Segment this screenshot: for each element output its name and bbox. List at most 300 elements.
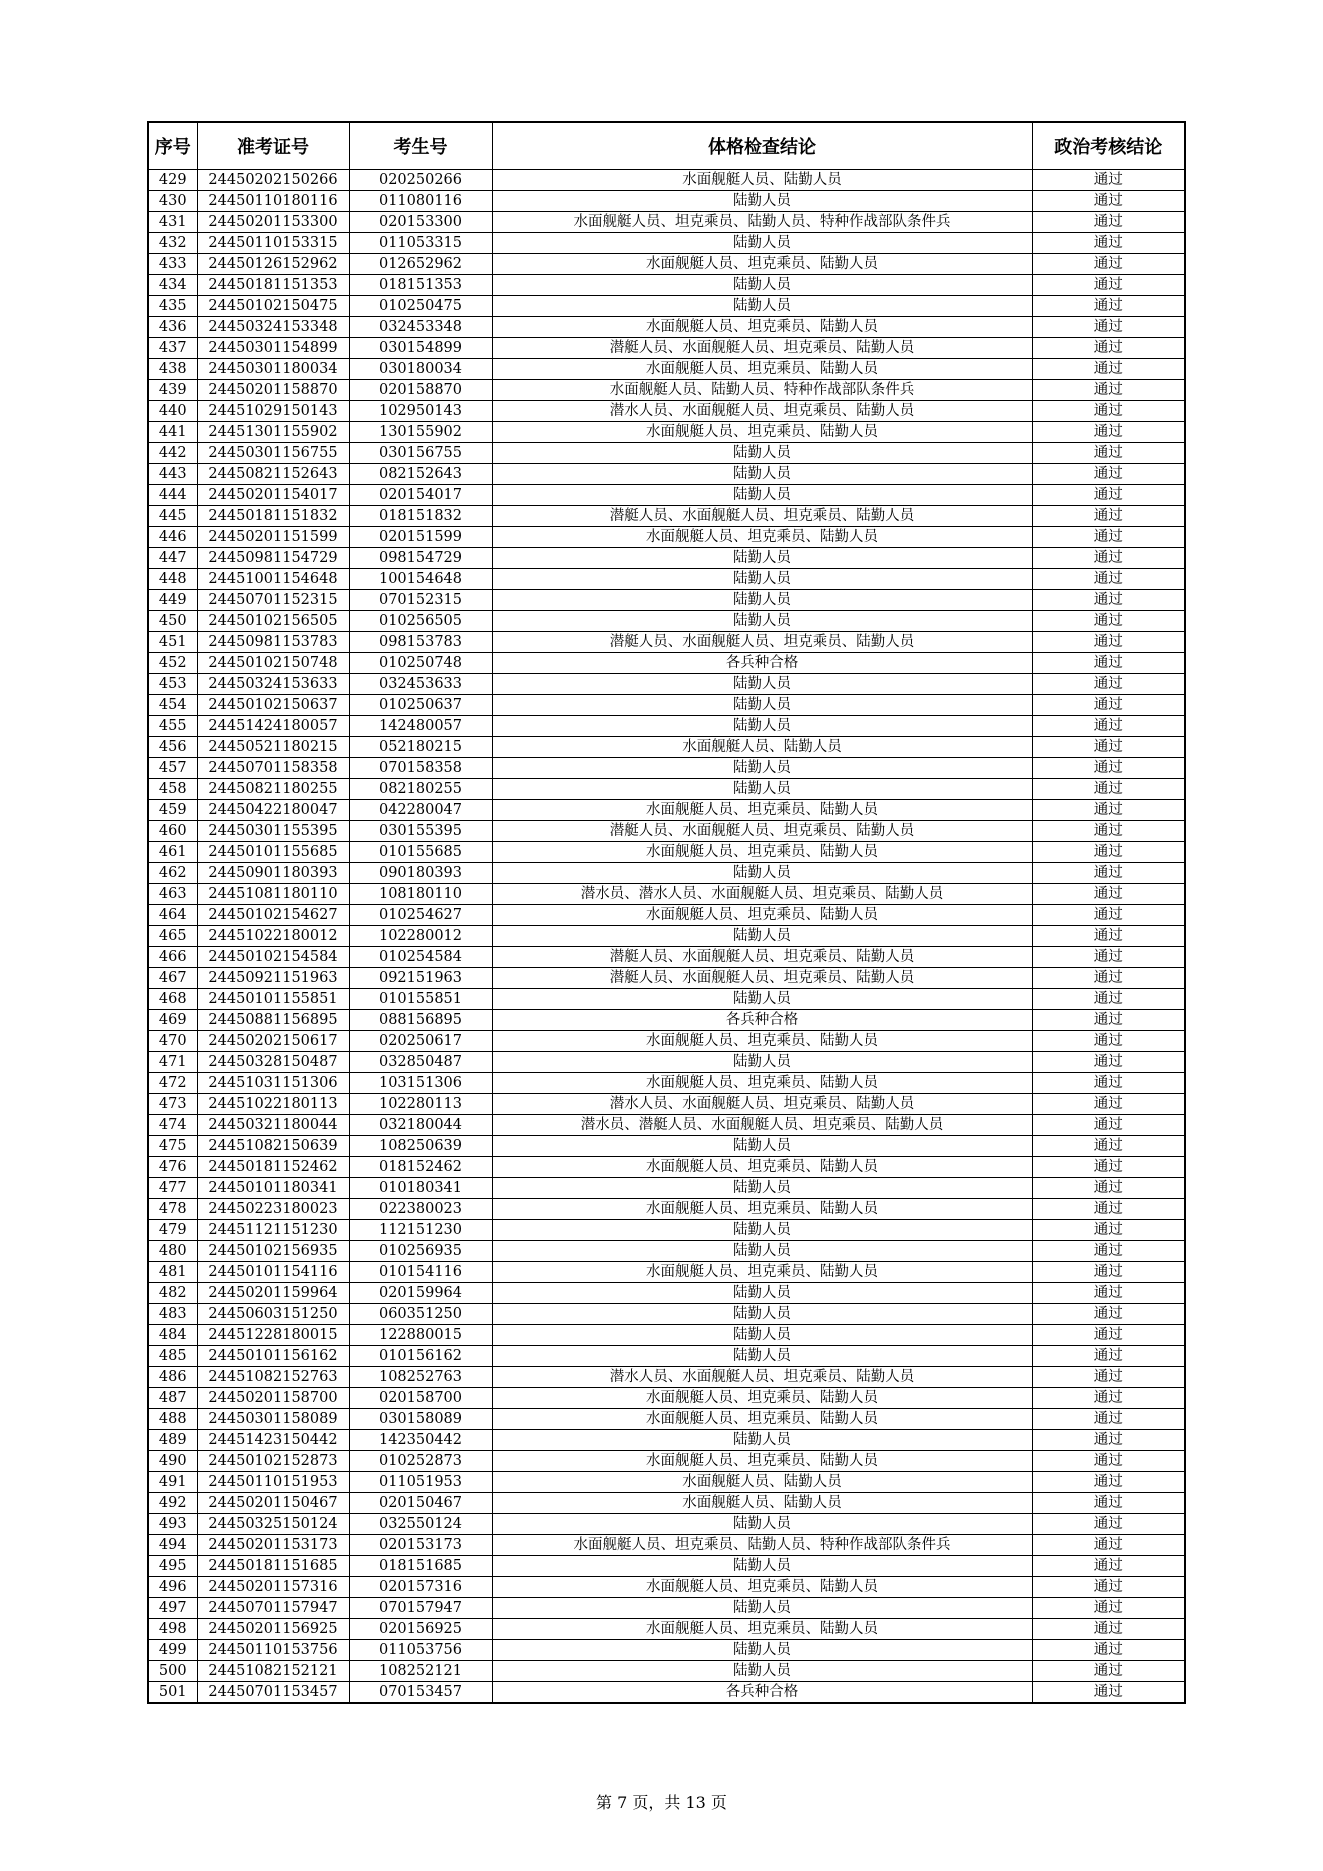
cell-political-review-result: 通过 xyxy=(1032,674,1185,695)
cell-political-review-result: 通过 xyxy=(1032,233,1185,254)
cell-serial-number: 467 xyxy=(148,968,197,989)
cell-serial-number: 445 xyxy=(148,506,197,527)
cell-candidate-number: 010252873 xyxy=(349,1451,492,1472)
cell-political-review-result: 通过 xyxy=(1032,1598,1185,1619)
cell-physical-exam-result: 水面舰艇人员、陆勤人员 xyxy=(492,1493,1032,1514)
cell-political-review-result: 通过 xyxy=(1032,821,1185,842)
cell-physical-exam-result: 水面舰艇人员、坦克乘员、陆勤人员 xyxy=(492,1199,1032,1220)
cell-serial-number: 481 xyxy=(148,1262,197,1283)
cell-admission-ticket-number: 24450321180044 xyxy=(197,1115,349,1136)
cell-serial-number: 482 xyxy=(148,1283,197,1304)
cell-admission-ticket-number: 24451081180110 xyxy=(197,884,349,905)
cell-admission-ticket-number: 24450102156935 xyxy=(197,1241,349,1262)
cell-physical-exam-result: 陆勤人员 xyxy=(492,1136,1032,1157)
table-row xyxy=(148,1640,1185,1661)
cell-candidate-number: 020150467 xyxy=(349,1493,492,1514)
cell-physical-exam-result: 水面舰艇人员、坦克乘员、陆勤人员 xyxy=(492,1031,1032,1052)
cell-candidate-number: 102950143 xyxy=(349,401,492,422)
table-row xyxy=(148,317,1185,338)
cell-political-review-result: 通过 xyxy=(1032,968,1185,989)
cell-candidate-number: 070152315 xyxy=(349,590,492,611)
cell-admission-ticket-number: 24450110180116 xyxy=(197,191,349,212)
cell-admission-ticket-number: 24450325150124 xyxy=(197,1514,349,1535)
cell-admission-ticket-number: 24450301180034 xyxy=(197,359,349,380)
cell-political-review-result: 通过 xyxy=(1032,338,1185,359)
cell-serial-number: 436 xyxy=(148,317,197,338)
table-row xyxy=(148,380,1185,401)
cell-candidate-number: 032180044 xyxy=(349,1115,492,1136)
cell-serial-number: 470 xyxy=(148,1031,197,1052)
cell-physical-exam-result: 陆勤人员 xyxy=(492,548,1032,569)
cell-candidate-number: 020153173 xyxy=(349,1535,492,1556)
cell-candidate-number: 010254584 xyxy=(349,947,492,968)
cell-political-review-result: 通过 xyxy=(1032,1031,1185,1052)
cell-serial-number: 465 xyxy=(148,926,197,947)
cell-political-review-result: 通过 xyxy=(1032,1661,1185,1682)
table-row xyxy=(148,191,1185,212)
cell-candidate-number: 020156925 xyxy=(349,1619,492,1640)
cell-physical-exam-result: 陆勤人员 xyxy=(492,695,1032,716)
cell-physical-exam-result: 水面舰艇人员、坦克乘员、陆勤人员 xyxy=(492,905,1032,926)
cell-political-review-result: 通过 xyxy=(1032,947,1185,968)
cell-physical-exam-result: 水面舰艇人员、坦克乘员、陆勤人员 xyxy=(492,1073,1032,1094)
cell-candidate-number: 011080116 xyxy=(349,191,492,212)
cell-candidate-number: 010155851 xyxy=(349,989,492,1010)
cell-admission-ticket-number: 24450101155685 xyxy=(197,842,349,863)
cell-candidate-number: 112151230 xyxy=(349,1220,492,1241)
cell-political-review-result: 通过 xyxy=(1032,1262,1185,1283)
cell-serial-number: 486 xyxy=(148,1367,197,1388)
cell-admission-ticket-number: 24450201153300 xyxy=(197,212,349,233)
cell-candidate-number: 010256505 xyxy=(349,611,492,632)
cell-candidate-number: 092151963 xyxy=(349,968,492,989)
cell-physical-exam-result: 各兵种合格 xyxy=(492,1010,1032,1031)
table-row xyxy=(148,1388,1185,1409)
cell-political-review-result: 通过 xyxy=(1032,1682,1185,1704)
cell-admission-ticket-number: 24450101155851 xyxy=(197,989,349,1010)
cell-admission-ticket-number: 24450102150475 xyxy=(197,296,349,317)
cell-serial-number: 491 xyxy=(148,1472,197,1493)
cell-admission-ticket-number: 24450102152873 xyxy=(197,1451,349,1472)
cell-admission-ticket-number: 24450701158358 xyxy=(197,758,349,779)
cell-physical-exam-result: 陆勤人员 xyxy=(492,485,1032,506)
table-row xyxy=(148,590,1185,611)
cell-admission-ticket-number: 24450324153348 xyxy=(197,317,349,338)
cell-political-review-result: 通过 xyxy=(1032,800,1185,821)
cell-candidate-number: 020158700 xyxy=(349,1388,492,1409)
cell-serial-number: 443 xyxy=(148,464,197,485)
cell-admission-ticket-number: 24450701157947 xyxy=(197,1598,349,1619)
cell-physical-exam-result: 陆勤人员 xyxy=(492,1220,1032,1241)
cell-serial-number: 430 xyxy=(148,191,197,212)
cell-political-review-result: 通过 xyxy=(1032,569,1185,590)
cell-serial-number: 472 xyxy=(148,1073,197,1094)
cell-serial-number: 495 xyxy=(148,1556,197,1577)
cell-serial-number: 458 xyxy=(148,779,197,800)
cell-serial-number: 429 xyxy=(148,170,197,191)
cell-physical-exam-result: 水面舰艇人员、陆勤人员 xyxy=(492,737,1032,758)
cell-serial-number: 477 xyxy=(148,1178,197,1199)
cell-political-review-result: 通过 xyxy=(1032,1094,1185,1115)
cell-physical-exam-result: 陆勤人员 xyxy=(492,191,1032,212)
cell-candidate-number: 010180341 xyxy=(349,1178,492,1199)
cell-admission-ticket-number: 24450181152462 xyxy=(197,1157,349,1178)
cell-candidate-number: 098154729 xyxy=(349,548,492,569)
cell-political-review-result: 通过 xyxy=(1032,863,1185,884)
cell-political-review-result: 通过 xyxy=(1032,1619,1185,1640)
cell-serial-number: 447 xyxy=(148,548,197,569)
table-row xyxy=(148,884,1185,905)
cell-candidate-number: 012652962 xyxy=(349,254,492,275)
table-row xyxy=(148,1094,1185,1115)
cell-political-review-result: 通过 xyxy=(1032,254,1185,275)
cell-candidate-number: 020154017 xyxy=(349,485,492,506)
cell-admission-ticket-number: 24450201158870 xyxy=(197,380,349,401)
header-serial-number: 序号 xyxy=(148,122,197,170)
cell-candidate-number: 142350442 xyxy=(349,1430,492,1451)
cell-physical-exam-result: 陆勤人员 xyxy=(492,758,1032,779)
table-row xyxy=(148,653,1185,674)
cell-political-review-result: 通过 xyxy=(1032,422,1185,443)
cell-political-review-result: 通过 xyxy=(1032,1073,1185,1094)
table-body xyxy=(148,170,1185,1704)
cell-political-review-result: 通过 xyxy=(1032,1115,1185,1136)
table-row xyxy=(148,1472,1185,1493)
cell-admission-ticket-number: 24450181151685 xyxy=(197,1556,349,1577)
cell-physical-exam-result: 陆勤人员 xyxy=(492,233,1032,254)
table-row xyxy=(148,926,1185,947)
cell-admission-ticket-number: 24450881156895 xyxy=(197,1010,349,1031)
table-row xyxy=(148,1430,1185,1451)
cell-candidate-number: 030154899 xyxy=(349,338,492,359)
cell-political-review-result: 通过 xyxy=(1032,1283,1185,1304)
cell-admission-ticket-number: 24450126152962 xyxy=(197,254,349,275)
cell-admission-ticket-number: 24450102154584 xyxy=(197,947,349,968)
cell-serial-number: 431 xyxy=(148,212,197,233)
cell-serial-number: 478 xyxy=(148,1199,197,1220)
cell-political-review-result: 通过 xyxy=(1032,1136,1185,1157)
cell-physical-exam-result: 水面舰艇人员、陆勤人员 xyxy=(492,170,1032,191)
cell-political-review-result: 通过 xyxy=(1032,212,1185,233)
table-row xyxy=(148,212,1185,233)
cell-physical-exam-result: 水面舰艇人员、坦克乘员、陆勤人员 xyxy=(492,527,1032,548)
table-row xyxy=(148,1199,1185,1220)
cell-political-review-result: 通过 xyxy=(1032,716,1185,737)
cell-admission-ticket-number: 24450223180023 xyxy=(197,1199,349,1220)
results-table xyxy=(147,121,1186,1704)
cell-serial-number: 468 xyxy=(148,989,197,1010)
cell-political-review-result: 通过 xyxy=(1032,1535,1185,1556)
table-row xyxy=(148,1682,1185,1704)
cell-serial-number: 439 xyxy=(148,380,197,401)
cell-serial-number: 444 xyxy=(148,485,197,506)
cell-candidate-number: 020158870 xyxy=(349,380,492,401)
cell-candidate-number: 020153300 xyxy=(349,212,492,233)
table-row xyxy=(148,1178,1185,1199)
cell-candidate-number: 018151685 xyxy=(349,1556,492,1577)
cell-serial-number: 499 xyxy=(148,1640,197,1661)
cell-political-review-result: 通过 xyxy=(1032,1451,1185,1472)
cell-admission-ticket-number: 24450102154627 xyxy=(197,905,349,926)
cell-admission-ticket-number: 24450101156162 xyxy=(197,1346,349,1367)
cell-serial-number: 494 xyxy=(148,1535,197,1556)
cell-admission-ticket-number: 24451029150143 xyxy=(197,401,349,422)
cell-physical-exam-result: 陆勤人员 xyxy=(492,1598,1032,1619)
cell-candidate-number: 020151599 xyxy=(349,527,492,548)
cell-political-review-result: 通过 xyxy=(1032,611,1185,632)
cell-serial-number: 473 xyxy=(148,1094,197,1115)
table-row xyxy=(148,506,1185,527)
cell-physical-exam-result: 潜水人员、水面舰艇人员、坦克乘员、陆勤人员 xyxy=(492,401,1032,422)
cell-physical-exam-result: 陆勤人员 xyxy=(492,590,1032,611)
table-row xyxy=(148,1010,1185,1031)
cell-political-review-result: 通过 xyxy=(1032,506,1185,527)
cell-serial-number: 479 xyxy=(148,1220,197,1241)
cell-admission-ticket-number: 24450201157316 xyxy=(197,1577,349,1598)
cell-serial-number: 489 xyxy=(148,1430,197,1451)
cell-physical-exam-result: 潜艇人员、水面舰艇人员、坦克乘员、陆勤人员 xyxy=(492,338,1032,359)
cell-political-review-result: 通过 xyxy=(1032,737,1185,758)
cell-serial-number: 453 xyxy=(148,674,197,695)
cell-admission-ticket-number: 24450921151963 xyxy=(197,968,349,989)
cell-candidate-number: 020250617 xyxy=(349,1031,492,1052)
cell-admission-ticket-number: 24450110153315 xyxy=(197,233,349,254)
table-row xyxy=(148,1535,1185,1556)
table-row xyxy=(148,863,1185,884)
cell-physical-exam-result: 水面舰艇人员、坦克乘员、陆勤人员 xyxy=(492,422,1032,443)
cell-political-review-result: 通过 xyxy=(1032,1514,1185,1535)
cell-serial-number: 493 xyxy=(148,1514,197,1535)
table-row xyxy=(148,1115,1185,1136)
table-row xyxy=(148,569,1185,590)
cell-serial-number: 441 xyxy=(148,422,197,443)
table-row xyxy=(148,1157,1185,1178)
cell-physical-exam-result: 水面舰艇人员、坦克乘员、陆勤人员 xyxy=(492,1451,1032,1472)
cell-serial-number: 487 xyxy=(148,1388,197,1409)
cell-physical-exam-result: 各兵种合格 xyxy=(492,1682,1032,1704)
cell-serial-number: 454 xyxy=(148,695,197,716)
cell-serial-number: 459 xyxy=(148,800,197,821)
cell-candidate-number: 030180034 xyxy=(349,359,492,380)
cell-serial-number: 434 xyxy=(148,275,197,296)
cell-candidate-number: 010156162 xyxy=(349,1346,492,1367)
cell-serial-number: 497 xyxy=(148,1598,197,1619)
cell-political-review-result: 通过 xyxy=(1032,1493,1185,1514)
cell-admission-ticket-number: 24450821180255 xyxy=(197,779,349,800)
table-row xyxy=(148,485,1185,506)
cell-physical-exam-result: 各兵种合格 xyxy=(492,653,1032,674)
cell-serial-number: 471 xyxy=(148,1052,197,1073)
cell-candidate-number: 030158089 xyxy=(349,1409,492,1430)
cell-admission-ticket-number: 24451423150442 xyxy=(197,1430,349,1451)
cell-serial-number: 469 xyxy=(148,1010,197,1031)
cell-physical-exam-result: 陆勤人员 xyxy=(492,1052,1032,1073)
cell-admission-ticket-number: 24451082152121 xyxy=(197,1661,349,1682)
cell-admission-ticket-number: 24450328150487 xyxy=(197,1052,349,1073)
cell-physical-exam-result: 潜水人员、水面舰艇人员、坦克乘员、陆勤人员 xyxy=(492,1367,1032,1388)
cell-physical-exam-result: 潜水员、潜水人员、水面舰艇人员、坦克乘员、陆勤人员 xyxy=(492,884,1032,905)
cell-admission-ticket-number: 24451001154648 xyxy=(197,569,349,590)
cell-serial-number: 438 xyxy=(148,359,197,380)
cell-physical-exam-result: 陆勤人员 xyxy=(492,1430,1032,1451)
cell-political-review-result: 通过 xyxy=(1032,653,1185,674)
table-row xyxy=(148,422,1185,443)
cell-serial-number: 483 xyxy=(148,1304,197,1325)
cell-candidate-number: 108250639 xyxy=(349,1136,492,1157)
cell-admission-ticket-number: 24451082152763 xyxy=(197,1367,349,1388)
cell-admission-ticket-number: 24450202150266 xyxy=(197,170,349,191)
cell-candidate-number: 100154648 xyxy=(349,569,492,590)
cell-political-review-result: 通过 xyxy=(1032,296,1185,317)
cell-physical-exam-result: 水面舰艇人员、坦克乘员、陆勤人员 xyxy=(492,359,1032,380)
table-row xyxy=(148,779,1185,800)
cell-serial-number: 496 xyxy=(148,1577,197,1598)
cell-candidate-number: 052180215 xyxy=(349,737,492,758)
table-row xyxy=(148,548,1185,569)
cell-physical-exam-result: 陆勤人员 xyxy=(492,1241,1032,1262)
table-row xyxy=(148,296,1185,317)
cell-political-review-result: 通过 xyxy=(1032,443,1185,464)
table-row xyxy=(148,695,1185,716)
cell-political-review-result: 通过 xyxy=(1032,1409,1185,1430)
table-row xyxy=(148,1031,1185,1052)
cell-physical-exam-result: 陆勤人员 xyxy=(492,443,1032,464)
cell-serial-number: 451 xyxy=(148,632,197,653)
table-row xyxy=(148,905,1185,926)
cell-physical-exam-result: 水面舰艇人员、坦克乘员、陆勤人员、特种作战部队条件兵 xyxy=(492,1535,1032,1556)
cell-serial-number: 449 xyxy=(148,590,197,611)
cell-political-review-result: 通过 xyxy=(1032,1472,1185,1493)
table-row xyxy=(148,233,1185,254)
table-row xyxy=(148,1451,1185,1472)
cell-admission-ticket-number: 24451228180015 xyxy=(197,1325,349,1346)
table-row xyxy=(148,1283,1185,1304)
table-row xyxy=(148,1262,1185,1283)
cell-candidate-number: 010250475 xyxy=(349,296,492,317)
cell-candidate-number: 098153783 xyxy=(349,632,492,653)
cell-physical-exam-result: 水面舰艇人员、坦克乘员、陆勤人员 xyxy=(492,317,1032,338)
cell-physical-exam-result: 陆勤人员 xyxy=(492,296,1032,317)
cell-admission-ticket-number: 24450324153633 xyxy=(197,674,349,695)
cell-physical-exam-result: 潜艇人员、水面舰艇人员、坦克乘员、陆勤人员 xyxy=(492,968,1032,989)
cell-candidate-number: 108180110 xyxy=(349,884,492,905)
cell-candidate-number: 011051953 xyxy=(349,1472,492,1493)
cell-admission-ticket-number: 24450201158700 xyxy=(197,1388,349,1409)
cell-candidate-number: 032550124 xyxy=(349,1514,492,1535)
header-physical-exam-result: 体格检查结论 xyxy=(492,122,1032,170)
cell-political-review-result: 通过 xyxy=(1032,380,1185,401)
cell-physical-exam-result: 陆勤人员 xyxy=(492,1556,1032,1577)
cell-political-review-result: 通过 xyxy=(1032,632,1185,653)
header-admission-ticket-number: 准考证号 xyxy=(197,122,349,170)
cell-candidate-number: 018151832 xyxy=(349,506,492,527)
cell-serial-number: 448 xyxy=(148,569,197,590)
cell-physical-exam-result: 水面舰艇人员、坦克乘员、陆勤人员 xyxy=(492,800,1032,821)
cell-serial-number: 440 xyxy=(148,401,197,422)
cell-serial-number: 501 xyxy=(148,1682,197,1704)
cell-political-review-result: 通过 xyxy=(1032,1220,1185,1241)
table-row xyxy=(148,758,1185,779)
cell-political-review-result: 通过 xyxy=(1032,1052,1185,1073)
table-row xyxy=(148,1304,1185,1325)
table-row xyxy=(148,947,1185,968)
cell-political-review-result: 通过 xyxy=(1032,1640,1185,1661)
cell-candidate-number: 030155395 xyxy=(349,821,492,842)
cell-political-review-result: 通过 xyxy=(1032,485,1185,506)
cell-admission-ticket-number: 24450301158089 xyxy=(197,1409,349,1430)
cell-admission-ticket-number: 24450821152643 xyxy=(197,464,349,485)
cell-admission-ticket-number: 24450603151250 xyxy=(197,1304,349,1325)
cell-admission-ticket-number: 24450701152315 xyxy=(197,590,349,611)
cell-serial-number: 464 xyxy=(148,905,197,926)
table-row xyxy=(148,1661,1185,1682)
cell-political-review-result: 通过 xyxy=(1032,359,1185,380)
cell-physical-exam-result: 陆勤人员 xyxy=(492,779,1032,800)
cell-admission-ticket-number: 24450301155395 xyxy=(197,821,349,842)
table-row xyxy=(148,359,1185,380)
cell-candidate-number: 103151306 xyxy=(349,1073,492,1094)
cell-political-review-result: 通过 xyxy=(1032,1346,1185,1367)
table-row xyxy=(148,401,1185,422)
cell-physical-exam-result: 水面舰艇人员、坦克乘员、陆勤人员、特种作战部队条件兵 xyxy=(492,212,1032,233)
cell-candidate-number: 102280113 xyxy=(349,1094,492,1115)
table-row xyxy=(148,737,1185,758)
cell-physical-exam-result: 水面舰艇人员、坦克乘员、陆勤人员 xyxy=(492,1619,1032,1640)
cell-admission-ticket-number: 24450110151953 xyxy=(197,1472,349,1493)
cell-political-review-result: 通过 xyxy=(1032,1388,1185,1409)
cell-candidate-number: 070158358 xyxy=(349,758,492,779)
cell-political-review-result: 通过 xyxy=(1032,464,1185,485)
table-row xyxy=(148,1514,1185,1535)
cell-physical-exam-result: 陆勤人员 xyxy=(492,1661,1032,1682)
cell-serial-number: 500 xyxy=(148,1661,197,1682)
cell-admission-ticket-number: 24450301156755 xyxy=(197,443,349,464)
cell-admission-ticket-number: 24450102150748 xyxy=(197,653,349,674)
cell-candidate-number: 032850487 xyxy=(349,1052,492,1073)
cell-serial-number: 437 xyxy=(148,338,197,359)
cell-admission-ticket-number: 24450521180215 xyxy=(197,737,349,758)
cell-candidate-number: 042280047 xyxy=(349,800,492,821)
cell-political-review-result: 通过 xyxy=(1032,926,1185,947)
cell-serial-number: 442 xyxy=(148,443,197,464)
cell-admission-ticket-number: 24450202150617 xyxy=(197,1031,349,1052)
cell-admission-ticket-number: 24451424180057 xyxy=(197,716,349,737)
cell-physical-exam-result: 水面舰艇人员、坦克乘员、陆勤人员 xyxy=(492,1262,1032,1283)
cell-physical-exam-result: 水面舰艇人员、坦克乘员、陆勤人员 xyxy=(492,1157,1032,1178)
cell-serial-number: 463 xyxy=(148,884,197,905)
cell-physical-exam-result: 潜艇人员、水面舰艇人员、坦克乘员、陆勤人员 xyxy=(492,632,1032,653)
cell-physical-exam-result: 陆勤人员 xyxy=(492,674,1032,695)
cell-political-review-result: 通过 xyxy=(1032,1157,1185,1178)
cell-physical-exam-result: 陆勤人员 xyxy=(492,275,1032,296)
cell-admission-ticket-number: 24450181151353 xyxy=(197,275,349,296)
cell-political-review-result: 通过 xyxy=(1032,1241,1185,1262)
cell-serial-number: 490 xyxy=(148,1451,197,1472)
cell-serial-number: 492 xyxy=(148,1493,197,1514)
table-row xyxy=(148,1220,1185,1241)
cell-physical-exam-result: 潜水员、潜艇人员、水面舰艇人员、坦克乘员、陆勤人员 xyxy=(492,1115,1032,1136)
table-row xyxy=(148,1346,1185,1367)
table-row xyxy=(148,632,1185,653)
table-row xyxy=(148,527,1185,548)
cell-political-review-result: 通过 xyxy=(1032,1304,1185,1325)
table-row xyxy=(148,716,1185,737)
cell-physical-exam-result: 陆勤人员 xyxy=(492,1640,1032,1661)
cell-physical-exam-result: 水面舰艇人员、陆勤人员 xyxy=(492,1472,1032,1493)
cell-candidate-number: 108252121 xyxy=(349,1661,492,1682)
cell-admission-ticket-number: 24451031151306 xyxy=(197,1073,349,1094)
cell-candidate-number: 011053756 xyxy=(349,1640,492,1661)
